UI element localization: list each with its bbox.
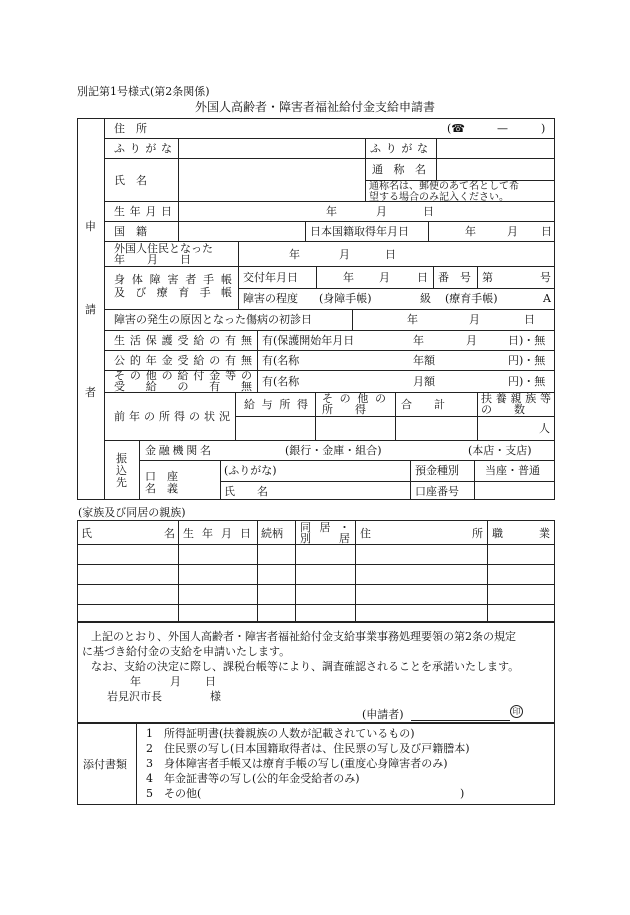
branch-types[interactable]: (本店・支店) [468, 444, 532, 457]
other-amount-label: 月額 [413, 375, 435, 388]
other-end[interactable]: 円)・無 [508, 375, 546, 388]
declaration-line-2: に基づき給付金の支給を申請いたします。 [82, 645, 291, 658]
issue-month-unit: 月 [379, 271, 390, 284]
transfer-label-1: 振 [116, 452, 127, 465]
jp-citizenship-label: 日本国籍取得年月日 [310, 225, 409, 238]
transfer-label-2: 込 [116, 464, 127, 477]
col-name-1: 氏 [81, 527, 92, 540]
name-input[interactable] [180, 160, 363, 200]
attachment-item-1: 1 所得証明書(扶養親族の人数が記載されているもの) [146, 727, 415, 740]
issue-year-unit: 年 [343, 271, 354, 284]
account-holder-label-2: 名 義 [145, 482, 178, 495]
attachment-item-5: 5 その他( [146, 787, 202, 800]
attachment-item-3: 3 身体障害者手帳又は療育手帳の写し(重度心身障害者のみ) [146, 757, 448, 770]
form-title: 外国人高齢者・障害者福祉給付金支給申請書 [195, 100, 436, 114]
side-label-2: 請 [85, 303, 96, 316]
applicant-label: (申請者) [362, 708, 404, 721]
number-label: 番 号 [438, 271, 471, 284]
jp-day-unit: 日 [541, 225, 552, 238]
name-label: 氏 名 [114, 174, 147, 187]
declaration-line-1: 上記のとおり、外国人高齢者・障害者福祉給付金支給事業事務処理要領の第2条の規定 [91, 630, 516, 643]
alias-label: 通称名 [372, 163, 426, 176]
pension-amount-label: 年額 [413, 354, 435, 367]
alias-furigana-label: ふりがな [370, 142, 428, 155]
col-name-2: 名 [164, 527, 175, 540]
honorific: 様 [210, 690, 221, 703]
transfer-label-3: 先 [116, 476, 127, 489]
col-birth: 生年月日 [183, 527, 251, 540]
dependents-label-2: の 数 [481, 403, 525, 416]
pension-value: 有(名称 [262, 354, 300, 367]
other-benefit-label-2: 受給の有無 [114, 380, 252, 393]
fr-day-unit: 日 [385, 248, 396, 261]
pension-end[interactable]: 円)・無 [508, 354, 546, 367]
col-address-2: 所 [472, 527, 483, 540]
issue-date-label: 交付年月日 [243, 271, 298, 284]
birth-month-unit: 月 [376, 205, 387, 218]
cause-label: 障害の発生の原因となった傷病の初診日 [114, 313, 312, 326]
account-holder-label-1: 口 座 [145, 470, 178, 483]
side-label-3: 者 [85, 386, 96, 399]
welfare-year-unit: 年 [413, 334, 424, 347]
number-prefix: 第 [482, 271, 493, 284]
family-caption: (家族及び同居の親族) [78, 506, 186, 519]
alias-note-1: 通称名は、郵便のあて名として希 [369, 181, 519, 192]
address-input[interactable] [180, 139, 363, 157]
holder-name-label: 氏 名 [224, 485, 268, 498]
date-day-unit: 日 [205, 675, 216, 688]
disability-degree-label: 障害の程度 [243, 292, 298, 305]
declaration-line-3: なお、支給の決定に際し、課税台帳等により、調査確認されることを承諾いたします。 [91, 660, 520, 673]
mayor-label: 岩見沢市長 [107, 690, 162, 703]
side-label-1: 申 [85, 220, 96, 233]
attachments-label: 添付書類 [83, 758, 127, 771]
attachment-item-5-close: ) [460, 787, 465, 800]
bank-types[interactable]: (銀行・金庫・組合) [285, 444, 382, 457]
issue-day-unit: 日 [417, 271, 428, 284]
handbook-label-2: 及び療育手帳 [114, 286, 232, 299]
cause-year-unit: 年 [407, 313, 418, 326]
rehab-grade: A [543, 292, 551, 305]
grade-unit: 級 [420, 292, 431, 305]
birth-day-unit: 日 [423, 205, 434, 218]
alias-note-2: 望する場合のみ記入ください。 [369, 192, 509, 203]
pension-label: 公的年金受給の有無 [114, 354, 252, 367]
phone-dash: — [497, 122, 508, 135]
birth-label: 生年月日 [114, 205, 172, 218]
col-cohabit-2: 別 居 [300, 532, 350, 545]
date-month-unit: 月 [170, 675, 181, 688]
cause-day-unit: 日 [524, 313, 535, 326]
fr-month-unit: 月 [339, 248, 350, 261]
handbook-label-1: 身体障害者手帳 [114, 273, 232, 286]
foreign-resident-label-1: 外国人住民となった [114, 242, 213, 255]
welfare-label: 生活保護受給の有無 [114, 334, 252, 347]
foreign-resident-label-2: 年 月 日 [114, 253, 191, 266]
col-job: 職 業 [492, 527, 550, 540]
col-address-1: 住 [360, 527, 371, 540]
other-income-label-2: 所 得 [322, 403, 366, 416]
number-suffix: 号 [540, 271, 551, 284]
attachment-item-4: 4 年金証書等の写し(公的年金受給者のみ) [146, 772, 360, 785]
date-year-unit: 年 [130, 675, 141, 688]
deposit-type-label: 預金種別 [415, 464, 459, 477]
other-value: 有(名称 [262, 375, 300, 388]
attachment-item-2: 2 住民票の写し(日本国籍取得者は、住民票の写し及び戸籍謄本) [146, 742, 470, 755]
birth-year-unit: 年 [326, 205, 337, 218]
form-number: 別記第1号様式(第2条関係) [77, 85, 210, 98]
deposit-types[interactable]: 当座・普通 [485, 464, 540, 477]
phone-close: ) [541, 122, 546, 135]
physical-handbook: (身障手帳) [319, 292, 372, 305]
income-label: 前年の所得の状況 [114, 410, 230, 423]
jp-month-unit: 月 [507, 225, 518, 238]
dependents-label-1: 扶養親族等 [481, 392, 551, 405]
nationality-label: 国 籍 [114, 225, 147, 238]
col-cohabit-1: 同居・ [300, 521, 350, 534]
furigana-label: ふりがな [114, 142, 172, 155]
other-income-label-1: その他の [322, 392, 386, 405]
total-label: 合 計 [401, 398, 445, 411]
col-relation: 続柄 [261, 527, 283, 540]
salary-income-label: 給与所得 [244, 398, 308, 411]
bank-label: 金融機関名 [145, 444, 211, 457]
phone-open: (☎ [447, 122, 465, 135]
welfare-end[interactable]: 日)・無 [508, 334, 546, 347]
seal-mark: 印 [510, 705, 523, 718]
welfare-value: 有(保護開始年月日 [262, 334, 355, 347]
account-number-label: 口座番号 [415, 485, 459, 498]
address-label: 住 所 [114, 122, 147, 135]
jp-year-unit: 年 [465, 225, 476, 238]
holder-furigana-label: (ふりがな) [224, 464, 277, 477]
other-benefit-label-1: その他の給付金等の [114, 369, 252, 382]
cause-month-unit: 月 [469, 313, 480, 326]
persons-unit: 人 [539, 422, 550, 435]
fr-year-unit: 年 [289, 248, 300, 261]
rehab-handbook: (療育手帳) [445, 292, 498, 305]
welfare-month-unit: 月 [466, 334, 477, 347]
